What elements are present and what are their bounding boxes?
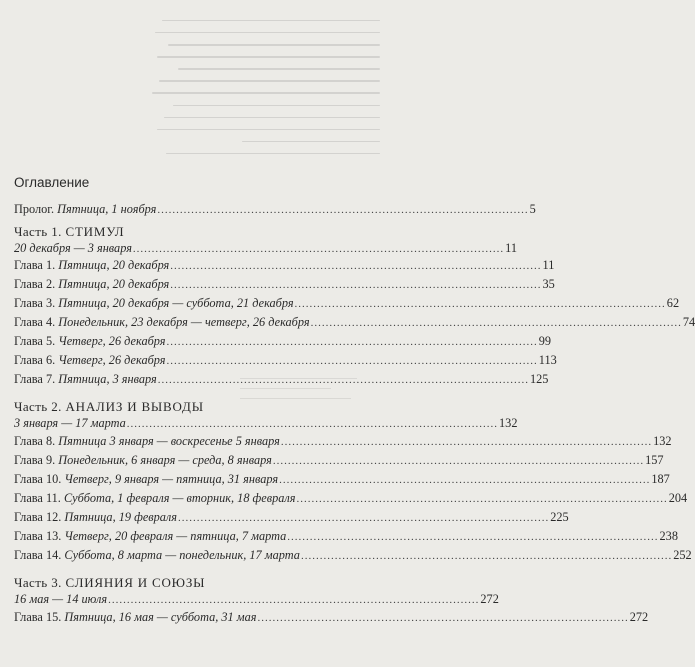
entry-label: Глава 6. (14, 353, 56, 367)
toc-entry-chapter-8[interactable] (14, 432, 672, 450)
leader-dots: ................................................................................................... (126, 418, 499, 430)
page-number: 132 (499, 416, 518, 430)
entry-label: Глава 3. (14, 296, 56, 310)
entry-label: Глава 4. (14, 315, 56, 329)
leader-dots: ................................................................................................... (170, 279, 542, 291)
part-name: СЛИЯНИЯ И СОЮЗЫ (65, 575, 206, 590)
entry-title: Понедельник, 23 декабря — четверг, 26 декабря (58, 315, 310, 329)
page-number: 238 (659, 529, 678, 543)
page-number: 132 (653, 434, 672, 448)
part-3-heading (14, 575, 205, 591)
leader-dots: ................................................................................................... (157, 204, 529, 216)
page-number: 125 (529, 372, 549, 386)
toc-entry-chapter-6[interactable] (14, 351, 557, 369)
entry-title: Пятница, 20 декабря — суббота, 21 декабря (58, 296, 294, 310)
part-name: СТИМУЛ (65, 224, 125, 239)
page-number: 157 (645, 453, 664, 467)
toc-entry-chapter-4[interactable] (14, 313, 695, 331)
part-dates: 3 января — 17 марта (14, 416, 126, 430)
entry-label: Глава 10. (14, 472, 62, 486)
leader-dots: ................................................................................................... (166, 355, 538, 367)
leader-dots: ................................................................................................... (296, 493, 668, 505)
entry-label: Глава 8. (14, 434, 56, 448)
toc-entry-chapter-2[interactable] (14, 275, 555, 293)
part-dates: 16 мая — 14 июля (14, 592, 108, 606)
leader-dots: ................................................................................................... (294, 298, 666, 310)
page-number: 204 (668, 491, 688, 505)
entry-title: Пятница, 20 декабря (58, 258, 170, 272)
toc-entry-chapter-12[interactable] (14, 508, 569, 526)
page-number: 187 (651, 472, 670, 486)
entry-title: Суббота, 1 февраля — вторник, 18 февраля (63, 491, 296, 505)
page-number: 35 (542, 277, 555, 291)
entry-label: Глава 13. (14, 529, 62, 543)
entry-title: Пятница, 19 февраля (64, 510, 177, 524)
entry-title: Понедельник, 6 января — среда, 8 января (58, 453, 272, 467)
entry-label: Глава 5. (14, 334, 56, 348)
part-dates: 20 декабря — 3 января (14, 241, 132, 255)
entry-title: Пятница, 3 января (58, 372, 157, 386)
toc-entry-chapter-3[interactable] (14, 294, 680, 312)
leader-dots: ................................................................................................... (108, 594, 480, 606)
toc-entry-chapter-13[interactable] (14, 527, 678, 545)
entry-label: Глава 9. (14, 453, 56, 467)
leader-dots: ................................................................................................... (257, 612, 629, 624)
entry-label: Пролог. (14, 202, 55, 216)
entry-title: Суббота, 8 марта — понедельник, 17 марта (64, 548, 300, 562)
entry-label: Глава 2. (14, 277, 56, 291)
entry-title: Четверг, 20 февраля — пятница, 7 марта (64, 529, 287, 543)
page-number: 5 (529, 202, 536, 216)
page-number: 99 (538, 334, 552, 348)
toc-entry-chapter-1[interactable] (14, 256, 555, 274)
toc-entry-chapter-5[interactable] (14, 332, 552, 350)
part-1-heading (14, 224, 124, 240)
page-number: 11 (542, 258, 555, 272)
show-through-text (150, 20, 380, 170)
part-2-heading (14, 399, 204, 415)
leader-dots: ................................................................................................... (132, 243, 505, 255)
toc-entry-chapter-10[interactable] (14, 470, 670, 488)
leader-dots: ................................................................................................... (178, 512, 550, 524)
entry-title: Четверг, 26 декабря (58, 334, 166, 348)
page-number: 272 (629, 610, 649, 624)
page-number: 225 (550, 510, 569, 524)
page-number: 272 (480, 592, 499, 606)
page-number: 74 (682, 315, 695, 329)
toc-title: Оглавление (14, 175, 90, 190)
leader-dots: ................................................................................................... (280, 436, 653, 448)
toc-entry-prologue[interactable] (14, 200, 536, 218)
part-label: Часть 2. (14, 399, 62, 414)
leader-dots: ................................................................................................... (310, 317, 682, 329)
page-number: 62 (666, 296, 680, 310)
leader-dots: ................................................................................................... (272, 455, 645, 467)
leader-dots: ................................................................................................... (157, 374, 529, 386)
toc-entry-chapter-9[interactable] (14, 451, 664, 469)
entry-title: Пятница, 1 ноября (57, 202, 157, 216)
entry-title: Пятница, 20 декабря (58, 277, 170, 291)
entry-label: Глава 14. (14, 548, 62, 562)
entry-title: Четверг, 26 декабря (58, 353, 166, 367)
entry-label: Глава 12. (14, 510, 62, 524)
leader-dots: ................................................................................................... (300, 550, 673, 562)
leader-dots: ................................................................................................... (287, 531, 659, 543)
leader-dots: ................................................................................................... (279, 474, 651, 486)
toc-entry-chapter-15[interactable] (14, 608, 649, 626)
leader-dots: ................................................................................................... (170, 260, 542, 272)
page-number: 252 (673, 548, 692, 562)
entry-label: Глава 1. (14, 258, 56, 272)
entry-label: Глава 15. (14, 610, 62, 624)
entry-label: Глава 11. (14, 491, 61, 505)
entry-title: Четверг, 9 января — пятница, 31 января (64, 472, 279, 486)
part-name: АНАЛИЗ И ВЫВОДЫ (65, 399, 204, 414)
entry-label: Глава 7. (14, 372, 56, 386)
toc-entry-chapter-14[interactable] (14, 546, 692, 564)
page-number: 11 (505, 241, 518, 255)
toc-entry-part-3[interactable] (14, 590, 499, 608)
page-number: 113 (538, 353, 557, 367)
toc-entry-part-1[interactable] (14, 239, 518, 257)
entry-title: Пятница, 16 мая — суббота, 31 мая (64, 610, 257, 624)
entry-title: Пятница 3 января — воскресенье 5 января (58, 434, 280, 448)
toc-entry-chapter-7[interactable] (14, 370, 549, 388)
part-label: Часть 1. (14, 224, 62, 239)
part-label: Часть 3. (14, 575, 62, 590)
toc-entry-part-2[interactable] (14, 414, 518, 432)
toc-entry-chapter-11[interactable] (14, 489, 688, 507)
leader-dots: ................................................................................................... (166, 336, 538, 348)
